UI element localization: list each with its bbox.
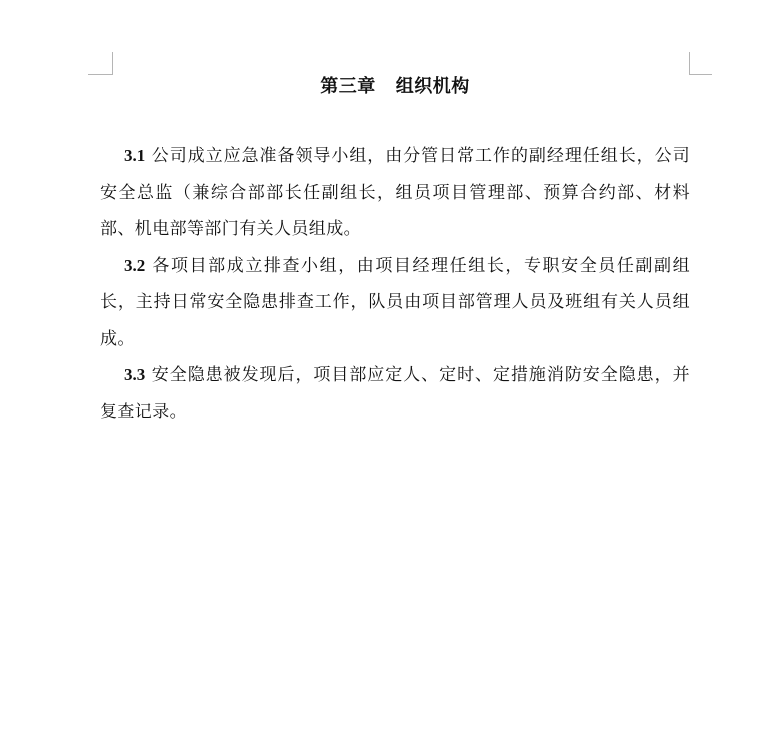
crop-mark-top-left — [88, 52, 113, 75]
section-3-3 — [100, 357, 690, 430]
section-text: 安全隐患被发现后，项目部应定人、定时、定措施消防安全隐患，并复查记录。 — [100, 365, 690, 422]
section-3-2 — [100, 248, 690, 358]
section-3-1 — [100, 138, 690, 248]
chapter-title: 组织机构 — [395, 76, 470, 97]
section-number: 3.2 — [124, 255, 146, 275]
document-body — [100, 138, 690, 430]
chapter-heading — [100, 74, 690, 100]
section-number: 3.1 — [124, 146, 146, 165]
section-number: 3.3 — [124, 365, 146, 384]
chapter-label: 第三章 — [320, 76, 376, 97]
crop-mark-top-right — [689, 52, 712, 75]
section-text: 公司成立应急准备领导小组，由分管日常工作的副经理任组长，公司安全总监（兼综合部部长任副组长，组员项目管理部、预算合约部、材料部、机电部等部门有关人员组成。 — [100, 146, 690, 239]
section-text: 各项目部成立排查小组，由项目经理任组长，专职安全员任副副组长，主持日常安全隐患排查工作，队员由项目部管理人员及班组有关人员组成。 — [100, 255, 690, 349]
